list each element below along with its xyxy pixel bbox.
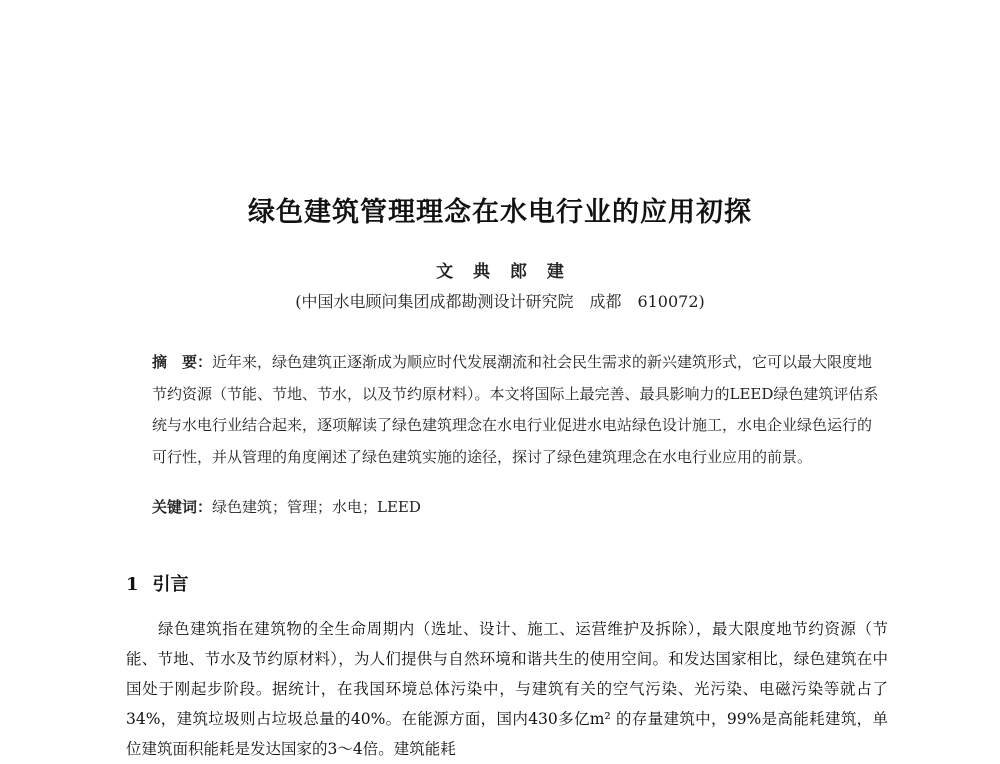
paper-authors: 文 典 郎 建 <box>436 262 564 282</box>
abstract-label: 摘 要： <box>152 353 213 371</box>
section-body: 绿色建筑指在建筑物的全生命周期内（选址、设计、施工、运营维护及拆除），最大限度地节约资源（节能、节地、节水及节约原材料），为人们提供与自然环境和谐共生的使用空间。和发达国家相比，绿色建筑在中国处于刚起步阶段。据统计，在我国环境总体污染中，与建筑有关的空气污染、光污染、电磁污染等就占了34%，建筑垃圾则占垃圾总量的40%。在能源方面，国内430多亿m² 的存量建筑中，99%是高能耗建筑，单位建筑面积能耗是发达国家的3～4倍。建筑能耗 <box>126 620 888 758</box>
author-affiliation: (中国水电顾问集团成都勘测设计研究院 成都 610072) <box>295 292 705 311</box>
section-title: 引言 <box>152 574 189 595</box>
keywords-text: 绿色建筑；管理；水电；LEED <box>212 498 421 516</box>
keywords-label: 关键词： <box>152 498 213 516</box>
keywords <box>152 496 880 517</box>
section-heading <box>126 570 189 596</box>
section-number: 1 <box>126 574 139 595</box>
abstract-text: 近年来，绿色建筑正逐渐成为顺应时代发展潮流和社会民生需求的新兴建筑形式，它可以最大限度地节约资源（节能、节地、节水，以及节约原材料）。本文将国际上最完善、最具影响力的LEED绿色建筑评估系统与水电行业结合起来，逐项解读了绿色建筑理念在水电行业促进水电站绿色设计施工，水电企业绿色运行的可行性，并从管理的角度阐述了绿色建筑实施的途径，探讨了绿色建筑理念在水电行业应用的前景。 <box>152 353 879 466</box>
abstract <box>152 347 880 473</box>
paper-title: 绿色建筑管理理念在水电行业的应用初探 <box>248 197 752 228</box>
